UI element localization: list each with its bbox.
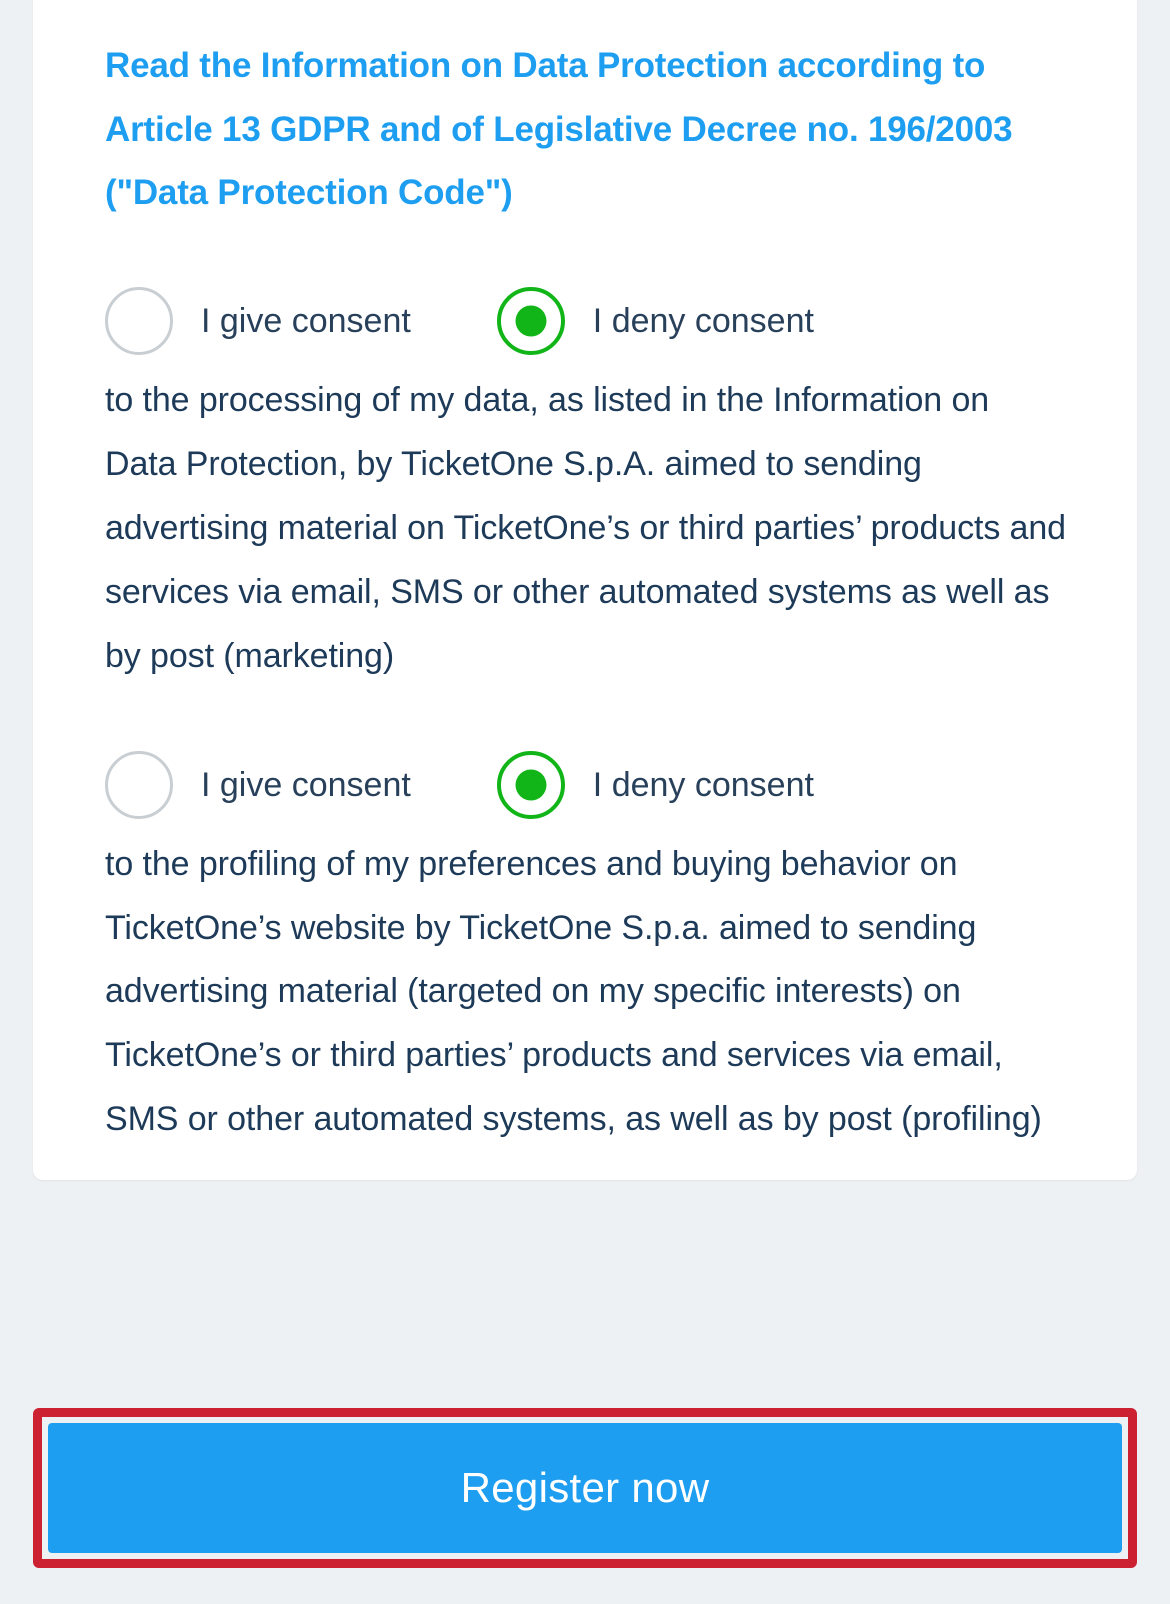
privacy-consent-card [33, 0, 1137, 1180]
register-now-button[interactable]: Register now [48, 1423, 1122, 1553]
radio-option-deny-consent-marketing[interactable] [497, 287, 814, 355]
radio-option-deny-consent-profiling[interactable] [497, 751, 814, 819]
radio-option-give-consent-profiling[interactable] [105, 751, 411, 819]
consent-radio-group-marketing [105, 287, 1067, 355]
consent-description-profiling: to the profiling of my preferences and buying behavior on TicketOne’s website by TicketOne S.p.a. aimed to sending advertising material (targeted on my specific interests) on TicketOne’s or third parties’ products and services via email, SMS or other automated systems, as well as by post (profiling) [105, 844, 1042, 1139]
radio-unchecked-icon[interactable] [105, 751, 173, 819]
consent-block-marketing [33, 287, 1137, 689]
radio-label-give-consent: I give consent [201, 765, 411, 804]
radio-option-give-consent-marketing[interactable] [105, 287, 411, 355]
radio-label-deny-consent: I deny consent [592, 765, 814, 804]
data-protection-information-link[interactable]: Read the Information on Data Protection according to Article 13 GDPR and of Legislative Decree no. 196/2003 ("Data Protection Code") [105, 46, 1013, 213]
consent-description-marketing: to the processing of my data, as listed in the Information on Data Protection, by TicketOne S.p.A. aimed to sending advertising material on TicketOne’s or third parties’ products and services via email, SMS or other automated systems as well as by post (marketing) [105, 381, 1066, 675]
radio-label-deny-consent: I deny consent [592, 302, 814, 341]
radio-label-give-consent: I give consent [201, 302, 411, 341]
radio-checked-icon[interactable] [497, 751, 565, 819]
radio-unchecked-icon[interactable] [105, 287, 173, 355]
consent-block-profiling [33, 751, 1137, 1153]
consent-radio-group-profiling [105, 751, 1067, 819]
register-button-container [33, 1408, 1137, 1568]
radio-checked-icon[interactable] [497, 287, 565, 355]
